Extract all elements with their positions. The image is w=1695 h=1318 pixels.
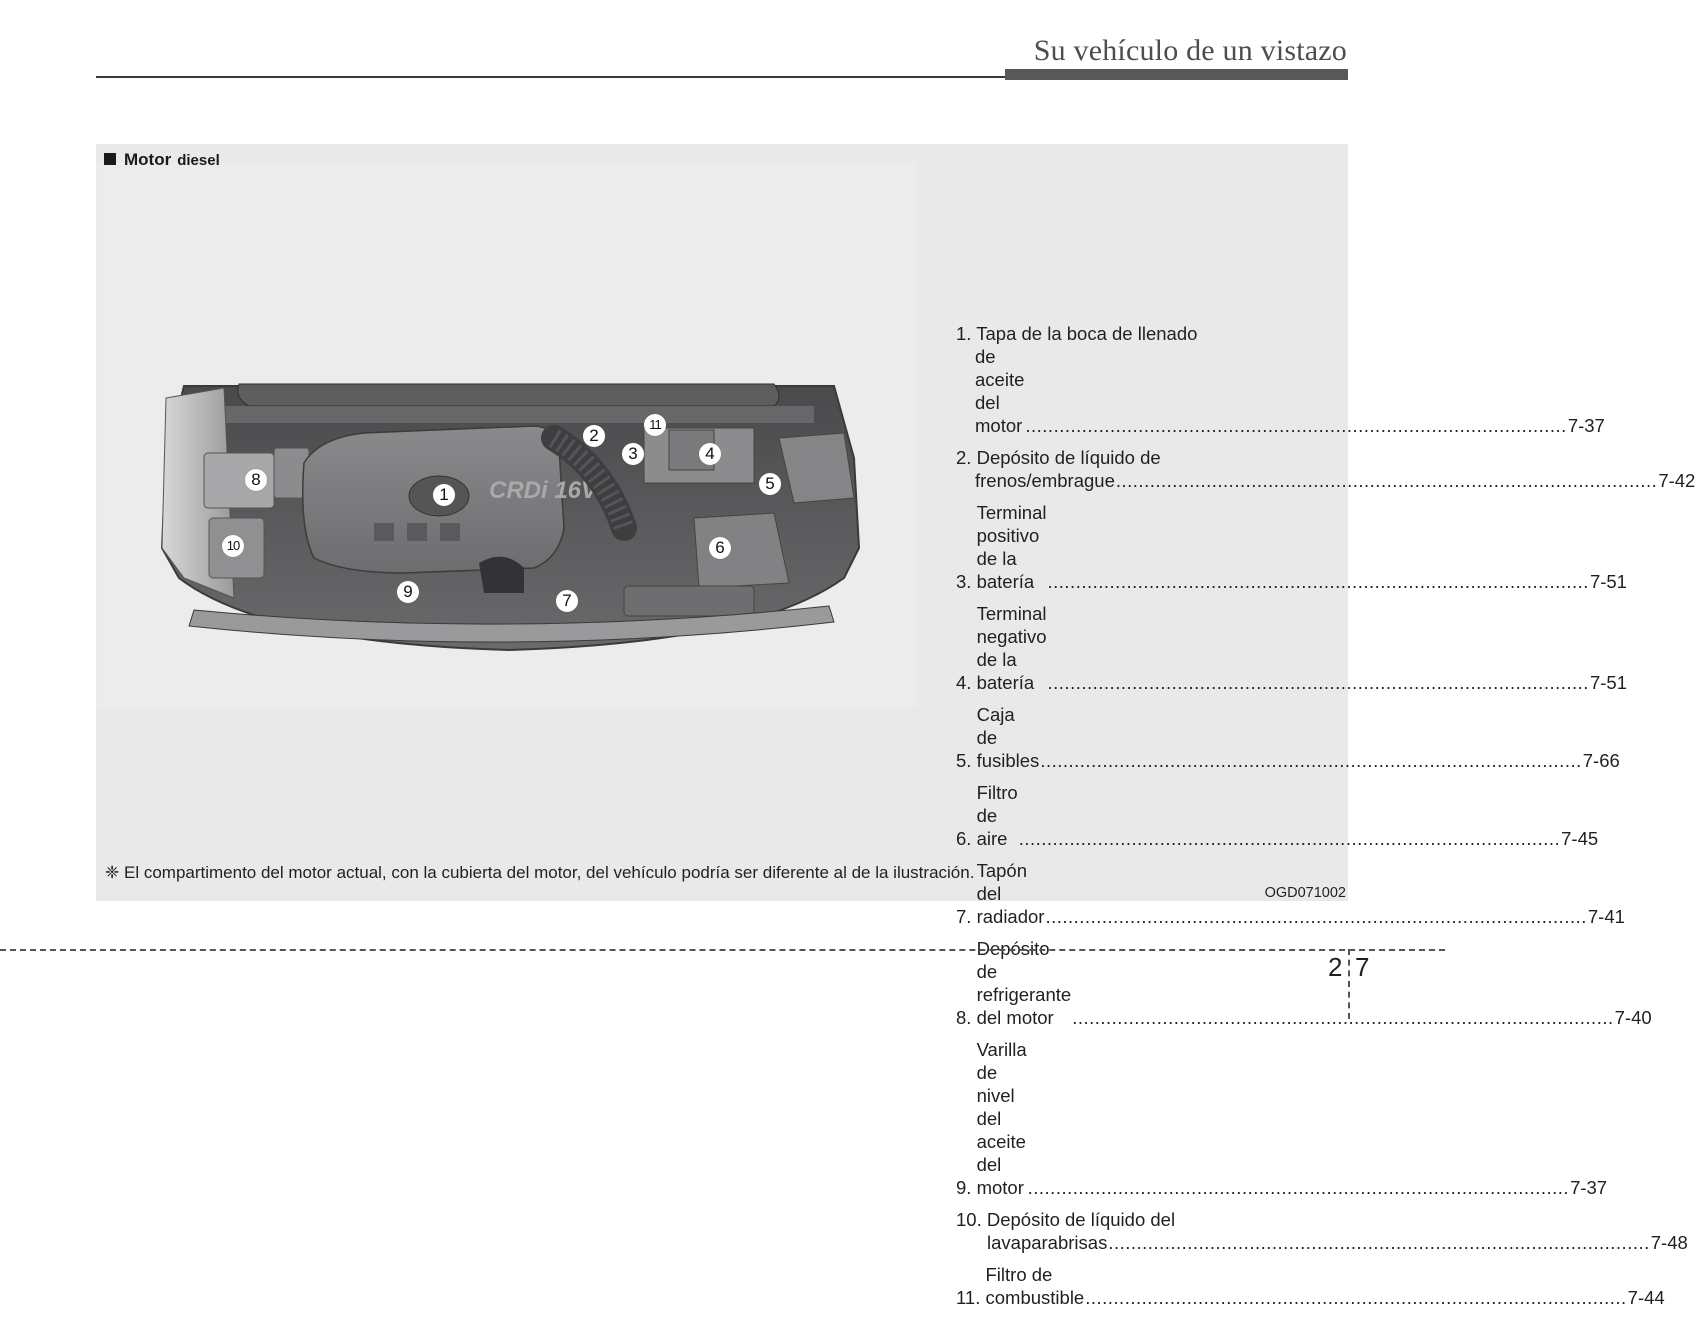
legend-page-ref: 7-44 bbox=[1627, 1287, 1665, 1308]
section-heading bbox=[104, 150, 220, 170]
page-header-title: Su vehículo de un vistazo bbox=[1033, 34, 1347, 67]
legend-num: 6. bbox=[956, 828, 972, 849]
legend-num: 2. bbox=[956, 447, 972, 468]
legend-item-9 bbox=[956, 1038, 1608, 1199]
legend-page-ref: 7-66 bbox=[1582, 750, 1620, 771]
leader-dots bbox=[1108, 1231, 1649, 1254]
legend-page-ref: 7-37 bbox=[1567, 415, 1605, 436]
legend-item-10 bbox=[956, 1208, 1688, 1254]
figure-callouts bbox=[154, 378, 864, 660]
footnote bbox=[105, 863, 974, 883]
callout-3: 3 bbox=[622, 443, 644, 465]
legend-text: frenos/embrague bbox=[975, 470, 1115, 491]
content-panel bbox=[96, 144, 1695, 1308]
leader-dots bbox=[1028, 1176, 1569, 1199]
legend-num: 1. bbox=[956, 323, 972, 344]
callout-7: 7 bbox=[556, 590, 578, 612]
leader-dots bbox=[1019, 827, 1560, 850]
leader-dots bbox=[1048, 671, 1589, 694]
callout-6: 6 bbox=[709, 537, 731, 559]
callout-8: 8 bbox=[245, 469, 267, 491]
legend-num: 9. bbox=[956, 1177, 972, 1198]
legend-item-2 bbox=[956, 446, 1695, 492]
legend-num: 7. bbox=[956, 906, 972, 927]
legend-text: Tapón del radiador bbox=[976, 860, 1045, 927]
legend-item-5 bbox=[956, 703, 1620, 772]
legend-text: Varilla de nivel del aceite del motor bbox=[976, 1039, 1027, 1198]
legend-num: 8. bbox=[956, 1007, 972, 1028]
asterism-icon: ❈ bbox=[105, 863, 120, 882]
legend-item-1 bbox=[956, 322, 1605, 437]
callout-9: 9 bbox=[397, 581, 419, 603]
legend-text: Tapa de la boca de llenado bbox=[976, 323, 1198, 344]
legend-item-6 bbox=[956, 781, 1599, 850]
legend-page-ref: 7-48 bbox=[1650, 1232, 1688, 1253]
legend-text: Depósito de refrigerante del motor bbox=[976, 938, 1072, 1028]
page-number: 7 bbox=[1355, 952, 1370, 982]
leader-dots bbox=[1072, 1006, 1613, 1029]
callout-11: 11 bbox=[644, 414, 666, 436]
legend-text: Depósito de líquido de bbox=[976, 447, 1161, 468]
legend-page-ref: 7-42 bbox=[1658, 470, 1695, 491]
leader-dots bbox=[1085, 1286, 1626, 1309]
legend-num: 10. bbox=[956, 1209, 982, 1230]
bullet-square-icon bbox=[104, 153, 116, 165]
legend-text: de aceite del motor bbox=[975, 346, 1025, 436]
legend-page-ref: 7-51 bbox=[1589, 672, 1627, 693]
header-accent-bar bbox=[1005, 69, 1348, 80]
legend-text: Caja de fusibles bbox=[976, 704, 1040, 771]
page-number-divider bbox=[1348, 949, 1350, 1019]
legend-num: 4. bbox=[956, 672, 972, 693]
footnote-text: El compartimento del motor actual, con la cubierta del motor, del vehículo podría ser diferente al de la ilustración. bbox=[123, 863, 975, 882]
legend-num: 5. bbox=[956, 750, 972, 771]
leader-dots bbox=[1048, 570, 1589, 593]
legend-text: Filtro de combustible bbox=[985, 1264, 1085, 1308]
legend-text: Terminal positivo de la batería bbox=[976, 502, 1047, 592]
leader-dots bbox=[1040, 749, 1581, 772]
legend-item-3 bbox=[956, 501, 1627, 593]
leader-dots bbox=[1116, 469, 1657, 492]
callout-5: 5 bbox=[759, 473, 781, 495]
header-rule bbox=[96, 76, 1008, 78]
legend-page-ref: 7-41 bbox=[1587, 906, 1625, 927]
legend-page-ref: 7-51 bbox=[1589, 571, 1627, 592]
footer-dashed-rule bbox=[0, 949, 1445, 951]
callout-10: 10 bbox=[222, 535, 244, 557]
legend-item-4 bbox=[956, 602, 1627, 694]
legend-page-ref: 7-40 bbox=[1614, 1007, 1652, 1028]
chapter-number: 2 bbox=[1328, 952, 1343, 982]
component-legend bbox=[956, 322, 1695, 1318]
callout-2: 2 bbox=[583, 425, 605, 447]
section-heading-bold: Motor bbox=[124, 150, 172, 169]
leader-dots bbox=[1045, 905, 1586, 928]
legend-num: 3. bbox=[956, 571, 972, 592]
legend-text: Filtro de aire bbox=[976, 782, 1018, 849]
callout-1: 1 bbox=[433, 484, 455, 506]
legend-item-11 bbox=[956, 1263, 1665, 1309]
image-code: OGD071002 bbox=[1264, 885, 1346, 901]
callout-4: 4 bbox=[699, 443, 721, 465]
leader-dots bbox=[1025, 414, 1566, 437]
legend-text: Depósito de líquido del bbox=[986, 1209, 1176, 1230]
legend-text: Terminal negativo de la batería bbox=[976, 603, 1047, 693]
engine-cover-label: CRDi 16V bbox=[489, 477, 598, 504]
legend-num: 11. bbox=[956, 1287, 981, 1308]
section-heading-sub: diesel bbox=[177, 152, 220, 169]
legend-page-ref: 7-45 bbox=[1561, 828, 1599, 849]
legend-text: lavaparabrisas bbox=[987, 1232, 1108, 1253]
legend-page-ref: 7-37 bbox=[1570, 1177, 1608, 1198]
